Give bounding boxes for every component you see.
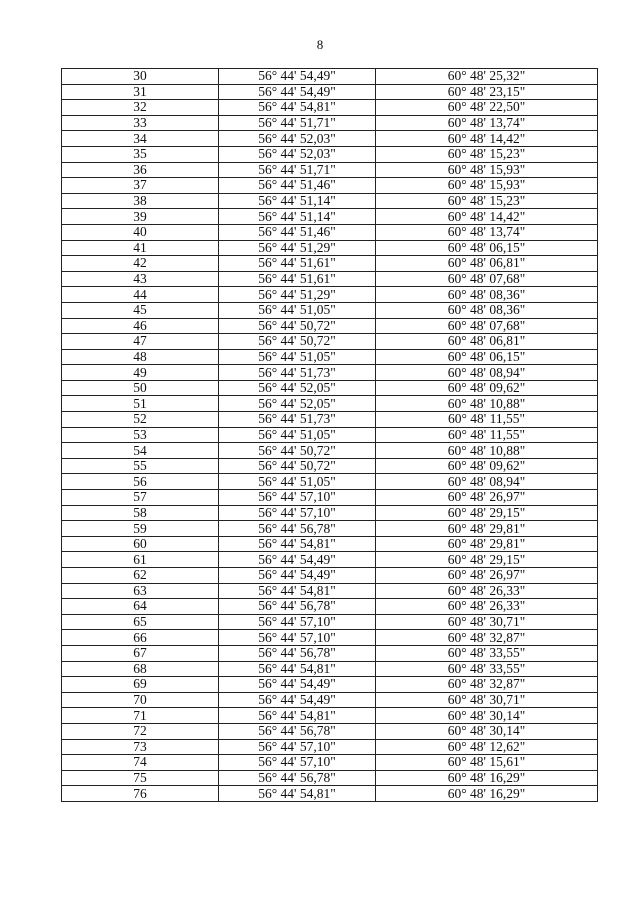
point-number-cell: 34 bbox=[62, 131, 219, 147]
point-number-cell: 60 bbox=[62, 536, 219, 552]
table-row bbox=[62, 84, 598, 100]
table-row bbox=[62, 490, 598, 506]
table-row bbox=[62, 193, 598, 209]
latitude-cell: 56° 44' 51,05" bbox=[219, 302, 376, 318]
coordinates-table-body bbox=[62, 69, 598, 802]
latitude-cell: 56° 44' 57,10" bbox=[219, 490, 376, 506]
longitude-cell: 60° 48' 15,23" bbox=[376, 193, 598, 209]
latitude-cell: 56° 44' 54,49" bbox=[219, 84, 376, 100]
point-number-cell: 37 bbox=[62, 178, 219, 194]
point-number-cell: 73 bbox=[62, 739, 219, 755]
longitude-cell: 60° 48' 15,23" bbox=[376, 146, 598, 162]
longitude-cell: 60° 48' 08,94" bbox=[376, 474, 598, 490]
point-number-cell: 35 bbox=[62, 146, 219, 162]
point-number-cell: 58 bbox=[62, 505, 219, 521]
table-row bbox=[62, 739, 598, 755]
table-row bbox=[62, 271, 598, 287]
latitude-cell: 56° 44' 54,81" bbox=[219, 661, 376, 677]
latitude-cell: 56° 44' 50,72" bbox=[219, 318, 376, 334]
table-row bbox=[62, 162, 598, 178]
point-number-cell: 36 bbox=[62, 162, 219, 178]
longitude-cell: 60° 48' 26,33" bbox=[376, 599, 598, 615]
latitude-cell: 56° 44' 54,81" bbox=[219, 536, 376, 552]
latitude-cell: 56° 44' 57,10" bbox=[219, 739, 376, 755]
table-row bbox=[62, 443, 598, 459]
table-row bbox=[62, 755, 598, 771]
point-number-cell: 33 bbox=[62, 115, 219, 131]
longitude-cell: 60° 48' 13,74" bbox=[376, 224, 598, 240]
latitude-cell: 56° 44' 50,72" bbox=[219, 443, 376, 459]
table-row bbox=[62, 708, 598, 724]
point-number-cell: 41 bbox=[62, 240, 219, 256]
latitude-cell: 56° 44' 51,05" bbox=[219, 474, 376, 490]
point-number-cell: 46 bbox=[62, 318, 219, 334]
longitude-cell: 60° 48' 11,55" bbox=[376, 412, 598, 428]
table-row bbox=[62, 131, 598, 147]
coordinates-table bbox=[61, 68, 598, 802]
latitude-cell: 56° 44' 54,49" bbox=[219, 677, 376, 693]
latitude-cell: 56° 44' 56,78" bbox=[219, 645, 376, 661]
table-row bbox=[62, 178, 598, 194]
table-row bbox=[62, 552, 598, 568]
longitude-cell: 60° 48' 12,62" bbox=[376, 739, 598, 755]
latitude-cell: 56° 44' 51,71" bbox=[219, 162, 376, 178]
point-number-cell: 49 bbox=[62, 365, 219, 381]
table-row bbox=[62, 677, 598, 693]
table-row bbox=[62, 334, 598, 350]
longitude-cell: 60° 48' 26,97" bbox=[376, 568, 598, 584]
table-row bbox=[62, 723, 598, 739]
longitude-cell: 60° 48' 15,93" bbox=[376, 178, 598, 194]
point-number-cell: 67 bbox=[62, 645, 219, 661]
table-row bbox=[62, 505, 598, 521]
longitude-cell: 60° 48' 26,33" bbox=[376, 583, 598, 599]
table-row bbox=[62, 645, 598, 661]
longitude-cell: 60° 48' 29,81" bbox=[376, 521, 598, 537]
table-row bbox=[62, 427, 598, 443]
table-row bbox=[62, 224, 598, 240]
point-number-cell: 64 bbox=[62, 599, 219, 615]
point-number-cell: 48 bbox=[62, 349, 219, 365]
table-row bbox=[62, 786, 598, 802]
longitude-cell: 60° 48' 26,97" bbox=[376, 490, 598, 506]
table-row bbox=[62, 240, 598, 256]
longitude-cell: 60° 48' 10,88" bbox=[376, 443, 598, 459]
page-number: 8 bbox=[316, 37, 324, 52]
point-number-cell: 69 bbox=[62, 677, 219, 693]
longitude-cell: 60° 48' 13,74" bbox=[376, 115, 598, 131]
latitude-cell: 56° 44' 56,78" bbox=[219, 723, 376, 739]
latitude-cell: 56° 44' 51,61" bbox=[219, 271, 376, 287]
point-number-cell: 30 bbox=[62, 69, 219, 85]
longitude-cell: 60° 48' 29,81" bbox=[376, 536, 598, 552]
latitude-cell: 56° 44' 50,72" bbox=[219, 334, 376, 350]
latitude-cell: 56° 44' 54,81" bbox=[219, 100, 376, 116]
longitude-cell: 60° 48' 30,71" bbox=[376, 692, 598, 708]
table-row bbox=[62, 521, 598, 537]
point-number-cell: 57 bbox=[62, 490, 219, 506]
latitude-cell: 56° 44' 54,81" bbox=[219, 786, 376, 802]
point-number-cell: 75 bbox=[62, 770, 219, 786]
latitude-cell: 56° 44' 51,14" bbox=[219, 209, 376, 225]
longitude-cell: 60° 48' 32,87" bbox=[376, 630, 598, 646]
point-number-cell: 53 bbox=[62, 427, 219, 443]
longitude-cell: 60° 48' 15,93" bbox=[376, 162, 598, 178]
point-number-cell: 61 bbox=[62, 552, 219, 568]
point-number-cell: 59 bbox=[62, 521, 219, 537]
point-number-cell: 50 bbox=[62, 380, 219, 396]
longitude-cell: 60° 48' 33,55" bbox=[376, 645, 598, 661]
table-row bbox=[62, 302, 598, 318]
point-number-cell: 74 bbox=[62, 755, 219, 771]
table-row bbox=[62, 380, 598, 396]
longitude-cell: 60° 48' 11,55" bbox=[376, 427, 598, 443]
table-row bbox=[62, 692, 598, 708]
point-number-cell: 54 bbox=[62, 443, 219, 459]
point-number-cell: 51 bbox=[62, 396, 219, 412]
latitude-cell: 56° 44' 57,10" bbox=[219, 755, 376, 771]
longitude-cell: 60° 48' 08,36" bbox=[376, 302, 598, 318]
table-row bbox=[62, 474, 598, 490]
longitude-cell: 60° 48' 30,71" bbox=[376, 614, 598, 630]
latitude-cell: 56° 44' 54,49" bbox=[219, 69, 376, 85]
latitude-cell: 56° 44' 51,71" bbox=[219, 115, 376, 131]
latitude-cell: 56° 44' 57,10" bbox=[219, 630, 376, 646]
table-row bbox=[62, 115, 598, 131]
latitude-cell: 56° 44' 54,49" bbox=[219, 692, 376, 708]
table-row bbox=[62, 256, 598, 272]
longitude-cell: 60° 48' 10,88" bbox=[376, 396, 598, 412]
point-number-cell: 52 bbox=[62, 412, 219, 428]
table-row bbox=[62, 583, 598, 599]
latitude-cell: 56° 44' 51,73" bbox=[219, 412, 376, 428]
longitude-cell: 60° 48' 16,29" bbox=[376, 770, 598, 786]
table-row bbox=[62, 614, 598, 630]
point-number-cell: 71 bbox=[62, 708, 219, 724]
latitude-cell: 56° 44' 54,49" bbox=[219, 552, 376, 568]
longitude-cell: 60° 48' 15,61" bbox=[376, 755, 598, 771]
point-number-cell: 42 bbox=[62, 256, 219, 272]
point-number-cell: 47 bbox=[62, 334, 219, 350]
table-row bbox=[62, 146, 598, 162]
table-row bbox=[62, 770, 598, 786]
longitude-cell: 60° 48' 06,81" bbox=[376, 334, 598, 350]
table-row bbox=[62, 69, 598, 85]
table-row bbox=[62, 318, 598, 334]
latitude-cell: 56° 44' 51,46" bbox=[219, 224, 376, 240]
latitude-cell: 56° 44' 51,29" bbox=[219, 287, 376, 303]
latitude-cell: 56° 44' 52,05" bbox=[219, 396, 376, 412]
point-number-cell: 63 bbox=[62, 583, 219, 599]
table-row bbox=[62, 458, 598, 474]
longitude-cell: 60° 48' 30,14" bbox=[376, 708, 598, 724]
table-row bbox=[62, 287, 598, 303]
longitude-cell: 60° 48' 14,42" bbox=[376, 209, 598, 225]
latitude-cell: 56° 44' 54,81" bbox=[219, 583, 376, 599]
longitude-cell: 60° 48' 30,14" bbox=[376, 723, 598, 739]
point-number-cell: 31 bbox=[62, 84, 219, 100]
latitude-cell: 56° 44' 52,05" bbox=[219, 380, 376, 396]
point-number-cell: 76 bbox=[62, 786, 219, 802]
table-row bbox=[62, 349, 598, 365]
latitude-cell: 56° 44' 56,78" bbox=[219, 770, 376, 786]
longitude-cell: 60° 48' 33,55" bbox=[376, 661, 598, 677]
latitude-cell: 56° 44' 51,05" bbox=[219, 427, 376, 443]
table-row bbox=[62, 396, 598, 412]
point-number-cell: 38 bbox=[62, 193, 219, 209]
latitude-cell: 56° 44' 52,03" bbox=[219, 146, 376, 162]
table-row bbox=[62, 412, 598, 428]
table-row bbox=[62, 630, 598, 646]
latitude-cell: 56° 44' 50,72" bbox=[219, 458, 376, 474]
point-number-cell: 55 bbox=[62, 458, 219, 474]
latitude-cell: 56° 44' 51,14" bbox=[219, 193, 376, 209]
longitude-cell: 60° 48' 07,68" bbox=[376, 318, 598, 334]
longitude-cell: 60° 48' 32,87" bbox=[376, 677, 598, 693]
longitude-cell: 60° 48' 22,50" bbox=[376, 100, 598, 116]
point-number-cell: 39 bbox=[62, 209, 219, 225]
table-row bbox=[62, 568, 598, 584]
table-row bbox=[62, 365, 598, 381]
latitude-cell: 56° 44' 56,78" bbox=[219, 599, 376, 615]
latitude-cell: 56° 44' 56,78" bbox=[219, 521, 376, 537]
latitude-cell: 56° 44' 52,03" bbox=[219, 131, 376, 147]
longitude-cell: 60° 48' 09,62" bbox=[376, 380, 598, 396]
table-row bbox=[62, 209, 598, 225]
latitude-cell: 56° 44' 51,61" bbox=[219, 256, 376, 272]
point-number-cell: 45 bbox=[62, 302, 219, 318]
longitude-cell: 60° 48' 14,42" bbox=[376, 131, 598, 147]
point-number-cell: 68 bbox=[62, 661, 219, 677]
longitude-cell: 60° 48' 09,62" bbox=[376, 458, 598, 474]
point-number-cell: 66 bbox=[62, 630, 219, 646]
latitude-cell: 56° 44' 51,73" bbox=[219, 365, 376, 381]
latitude-cell: 56° 44' 54,49" bbox=[219, 568, 376, 584]
point-number-cell: 32 bbox=[62, 100, 219, 116]
point-number-cell: 72 bbox=[62, 723, 219, 739]
latitude-cell: 56° 44' 51,05" bbox=[219, 349, 376, 365]
longitude-cell: 60° 48' 29,15" bbox=[376, 505, 598, 521]
longitude-cell: 60° 48' 06,81" bbox=[376, 256, 598, 272]
latitude-cell: 56° 44' 57,10" bbox=[219, 614, 376, 630]
longitude-cell: 60° 48' 08,36" bbox=[376, 287, 598, 303]
point-number-cell: 44 bbox=[62, 287, 219, 303]
table-row bbox=[62, 100, 598, 116]
longitude-cell: 60° 48' 29,15" bbox=[376, 552, 598, 568]
table-row bbox=[62, 661, 598, 677]
longitude-cell: 60° 48' 16,29" bbox=[376, 786, 598, 802]
latitude-cell: 56° 44' 51,29" bbox=[219, 240, 376, 256]
point-number-cell: 56 bbox=[62, 474, 219, 490]
longitude-cell: 60° 48' 25,32" bbox=[376, 69, 598, 85]
point-number-cell: 70 bbox=[62, 692, 219, 708]
point-number-cell: 65 bbox=[62, 614, 219, 630]
longitude-cell: 60° 48' 08,94" bbox=[376, 365, 598, 381]
latitude-cell: 56° 44' 51,46" bbox=[219, 178, 376, 194]
point-number-cell: 62 bbox=[62, 568, 219, 584]
longitude-cell: 60° 48' 23,15" bbox=[376, 84, 598, 100]
table-row bbox=[62, 599, 598, 615]
point-number-cell: 40 bbox=[62, 224, 219, 240]
latitude-cell: 56° 44' 57,10" bbox=[219, 505, 376, 521]
longitude-cell: 60° 48' 07,68" bbox=[376, 271, 598, 287]
latitude-cell: 56° 44' 54,81" bbox=[219, 708, 376, 724]
longitude-cell: 60° 48' 06,15" bbox=[376, 349, 598, 365]
longitude-cell: 60° 48' 06,15" bbox=[376, 240, 598, 256]
table-row bbox=[62, 536, 598, 552]
point-number-cell: 43 bbox=[62, 271, 219, 287]
